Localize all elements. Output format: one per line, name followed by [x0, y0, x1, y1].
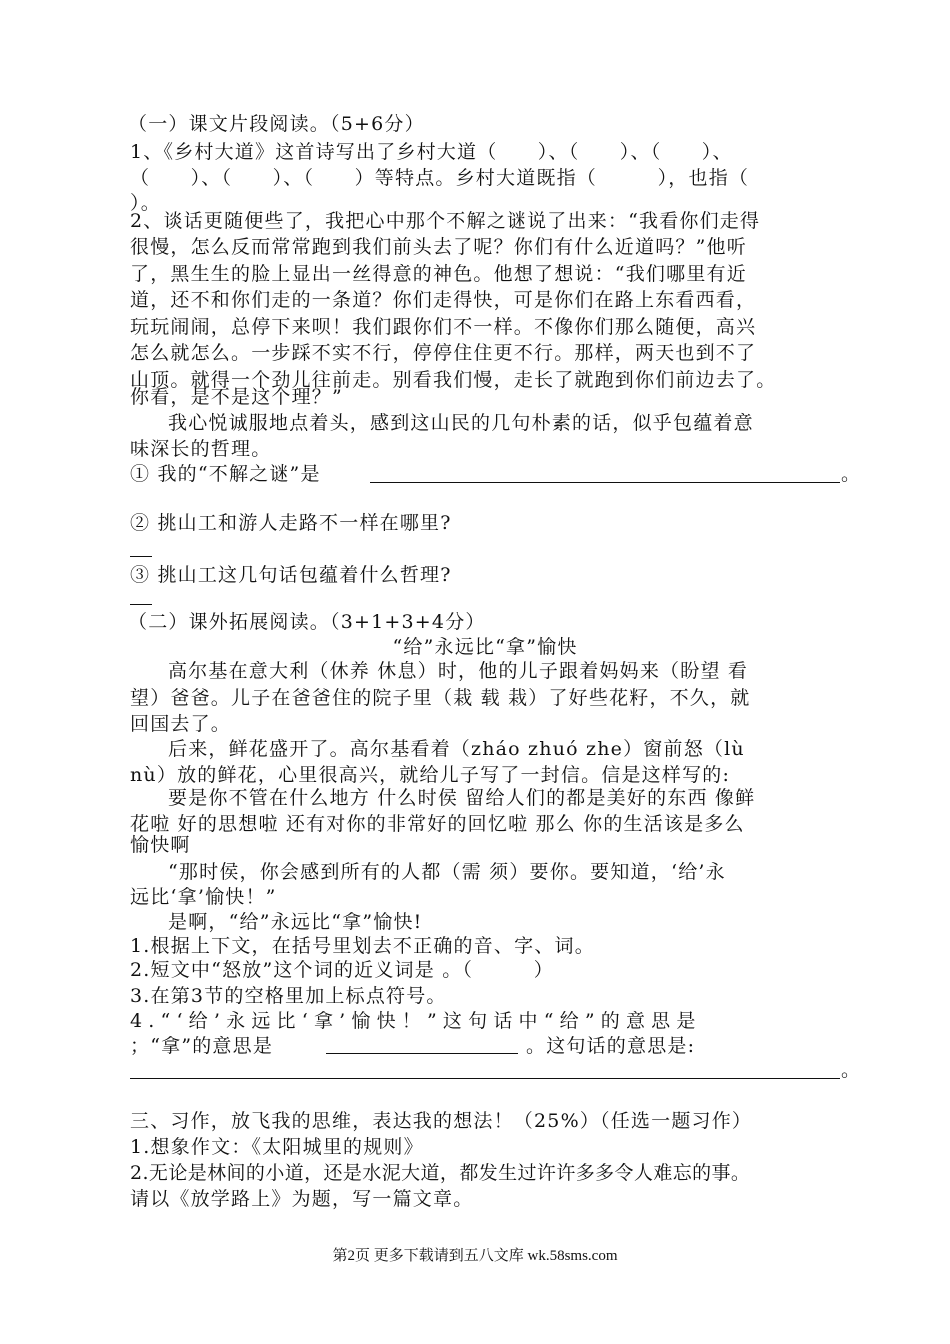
part2-heading: （二）课外拓展阅读。（3+1+3+4分）: [128, 611, 486, 633]
part2-q4-end: 。: [841, 1059, 862, 1081]
answer-line: [130, 556, 152, 557]
article-p3-line1: 要是你不管在什么地方 什么时侯 留给人们的都是美好的东西 像鲜: [168, 787, 756, 809]
part1-q2-line: 你看，是不是这个理？”: [130, 386, 343, 408]
article-p2-line1: 后来，鲜花盛开了。高尔基看着（zháo zhuó zhe）窗前怒（lù: [168, 738, 745, 760]
sub-question-1-end: 。: [841, 463, 862, 485]
part1-heading: （一）课文片段阅读。（5+6分）: [128, 113, 425, 135]
answer-line: [130, 1078, 840, 1079]
part1-q2-line: 了，黑生生的脸上显出一丝得意的神色。他想了想说：“我们哪里有近: [130, 263, 747, 285]
sub-question-3: ③ 挑山工这几句话包蕴着什么哲理?: [130, 564, 452, 586]
article-title: “给”永远比“拿”愉快: [392, 636, 578, 658]
sub-question-2: ② 挑山工和游人走路不一样在哪里?: [130, 512, 452, 534]
part2-q4-line1: 4.“‘给’永远比‘拿’愉快！”这句话中“给”的意思是: [130, 1010, 702, 1032]
part1-q1-line2: （ ）、（ ）、（ ）等特点。乡村大道既指（ ），也指（: [130, 167, 750, 189]
part1-q2-line: 山顶。就得一个劲儿往前走。别看我们慢，走长了就跑到你们前边去了。: [130, 369, 777, 391]
part1-q2-line: 很慢，怎么反而常常跑到我们前头去了呢？你们有什么近道吗？”他听: [130, 236, 747, 258]
article-p5: 是啊，“给”永远比“拿”愉快!: [168, 911, 423, 933]
article-p4-line1: “那时侯，你会感到所有的人都（需 须）要你。要知道，‘给’永: [168, 861, 726, 883]
part1-q1-line1: 1、《乡村大道》这首诗写出了乡村大道（ ）、（ ）、（ ）、: [130, 141, 733, 163]
part1-q2-line: 玩玩闹闹，总停下来呗！我们跟你们不一样。不像你们那么随便，高兴: [130, 316, 757, 338]
part1-para2-line1: 我心悦诚服地点着头，感到这山民的几句朴素的话，似乎包蕴着意: [168, 412, 754, 434]
part1-q1-line3: ）。: [130, 192, 161, 214]
part2-q4-line2a: ；“拿”的意思是: [130, 1035, 274, 1057]
sub-question-1: ① 我的“不解之谜”是: [130, 463, 321, 485]
part2-q2: 2.短文中“怒放”这个词的近义词是 。（ ）: [130, 959, 554, 981]
part1-para2-line2: 味深长的哲理。: [130, 438, 272, 460]
part2-q3: 3.在第3节的空格里加上标点符号。: [130, 985, 447, 1007]
article-p3-line3: 愉快啊: [130, 834, 191, 856]
article-p1-line3: 回国去了。: [130, 713, 232, 735]
part3-item2-line2: 请以《放学路上》为题，写一篇文章。: [130, 1188, 474, 1210]
part2-q4-line2b: 。这句话的意思是:: [526, 1035, 696, 1057]
part1-q2-line: 怎么就怎么。一步踩不实不行，停停住住更不行。那样，两天也到不了: [130, 342, 757, 364]
answer-line: [326, 1053, 518, 1054]
answer-line: [130, 604, 152, 605]
part1-q2-line: 2、谈话更随便些了，我把心中那个不解之谜说了出来：“我看你们走得: [130, 210, 761, 232]
article-p1-line2: 望）爸爸。儿子在爸爸住的院子里（栽 载 栽）了好些花籽，不久，就: [130, 687, 751, 709]
part3-item1: 1.想象作文：《太阳城里的规则》: [130, 1136, 424, 1158]
article-p2-line2: nù）放的鲜花，心里很高兴，就给儿子写了一封信。信是这样写的:: [130, 764, 731, 786]
answer-line: [370, 482, 840, 483]
page-footer: 第2页 更多下载请到五八文库 wk.58sms.com: [332, 1248, 618, 1264]
part2-q1: 1.根据上下文，在括号里划去不正确的音、字、词。: [130, 935, 595, 957]
article-p1-line1: 高尔基在意大利（休养 休息）时，他的儿子跟着妈妈来（盼望 看: [168, 660, 749, 682]
article-p3-line2: 花啦 好的思想啦 还有对你的非常好的回忆啦 那么 你的生活该是多么: [130, 813, 745, 835]
part3-heading: 三、习作，放飞我的思维，表达我的想法！（25%）（任选一题习作）: [130, 1110, 753, 1132]
article-p4-line2: 远比‘拿’愉快！”: [130, 886, 277, 908]
part1-q2-line: 道，还不和你们走的一条道？你们走得快，可是你们在路上东看西看，: [130, 289, 757, 311]
part3-item2-line1: 2.无论是林间的小道，还是水泥大道，都发生过许许多多令人难忘的事。: [130, 1162, 751, 1184]
